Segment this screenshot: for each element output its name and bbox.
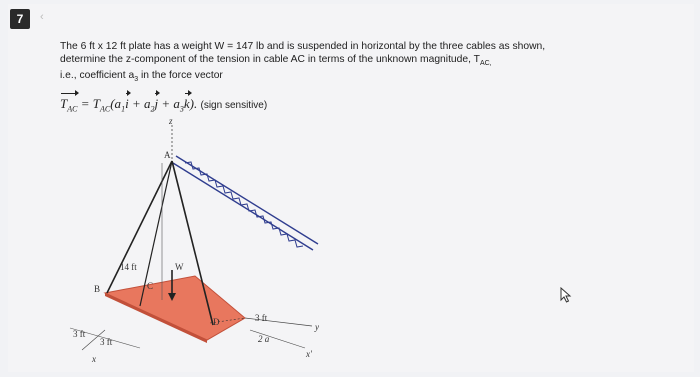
ceiling-truss [173,156,318,250]
question-number-badge: 7 [10,9,30,29]
prompt-line-1: The 6 ft x 12 ft plate has a weight W = 147 lb and is suspended in horizontal by the three cables as shown, [60,41,546,52]
point-d-label: D [213,317,220,327]
point-b-label: B [94,284,101,294]
prompt-line-2: determine the z-component of the tension in cable AC in terms of the unknown magnitude, $T_{AC,}$ [60,53,492,67]
x-prime-label: x' [306,349,312,359]
dim-14ft-label: 14 ft [120,262,137,272]
flag-icon[interactable]: ‹ [40,11,44,23]
y-axis-label: y [315,322,319,332]
force-vector-equation: $T_{AC} = T_{AC}(a_1i + a_2j + a_3k)$. (sign sensitive) [60,96,268,114]
point-a-label: A [164,150,171,160]
plate [105,276,245,340]
dim-3ft-label-b: 3 ft [100,337,113,347]
dim-3ft-label-c: 3 ft [255,313,268,323]
cursor-arrow-icon [560,287,572,303]
weight-label: W [175,262,184,272]
dim-3ft-label-a: 3 ft [73,329,86,339]
prompt-line-3: i.e., coefficient $a_3$ in the force vector [60,70,223,84]
z-label: z [169,116,173,126]
x-axis-label: x [92,354,96,364]
point-c-label: C [147,281,154,291]
dim-2a-label: 2 a [258,334,270,344]
